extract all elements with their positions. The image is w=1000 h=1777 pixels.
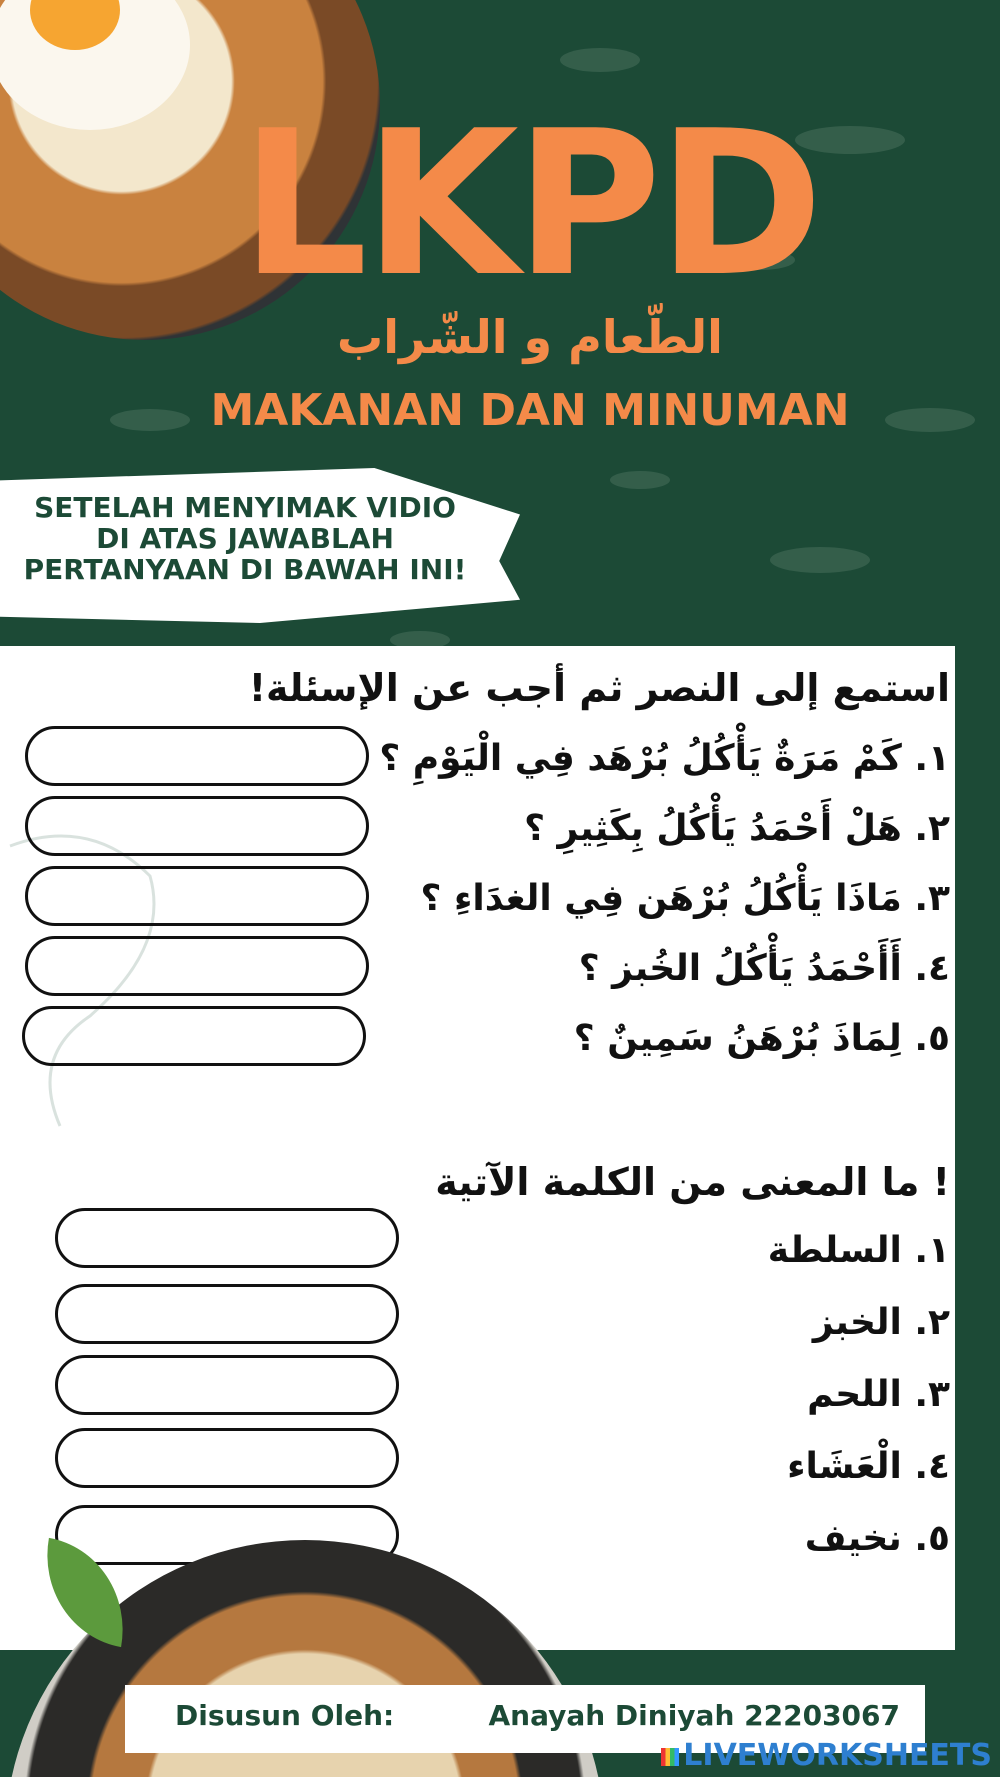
vocab-word-2: ٢. الخبز [812,1302,950,1343]
liveworksheets-watermark[interactable] [661,1738,992,1773]
banner-line: DI ATAS JAWABLAH [96,522,394,555]
section1-instruction: استمع إلى النصر ثم أجب عن الإسئلة! [248,666,950,710]
banner-line: SETELAH MENYIMAK VIDIO [34,491,456,524]
vocab-word-5: ٥. نخيف [804,1518,950,1559]
question-1: ١. كَمْ مَرَةٌ يَأْكُلُ بُرْهَد فِي الْيَوْمِ ؟ [379,738,950,779]
answer-field-5[interactable] [22,1006,366,1066]
meaning-field-1[interactable] [55,1208,399,1268]
meaning-field-3[interactable] [55,1355,399,1415]
answer-field-1[interactable] [25,726,369,786]
vocab-word-3: ٣. اللحم [807,1374,950,1415]
meaning-field-4[interactable] [55,1428,399,1488]
question-2: ٢. هَلْ أَحْمَدُ يَأْكُلُ بِكَثِيرِ ؟ [524,808,950,849]
question-4: ٤. أَأَحْمَدُ يَأْكُلُ الخُبز ؟ [578,948,950,989]
footer-author: Anayah Diniyah 22203067 [488,1699,900,1732]
answer-field-4[interactable] [25,936,369,996]
vocab-word-1: ١. السلطة [767,1230,950,1271]
banner-line: PERTANYAAN DI BAWAH INI! [23,553,467,586]
footer-label: Disusun Oleh: [175,1699,395,1732]
section2-instruction: ! ما المعنى من الكلمة الآتية [435,1160,950,1204]
arabic-title: الطّعام و الشّراب [337,310,723,364]
answer-field-3[interactable] [25,866,369,926]
decorative-sketch [0,796,200,1196]
page-subtitle: MAKANAN DAN MINUMAN [210,385,850,436]
page-title: LKPD [240,88,820,321]
instruction-banner-text [5,492,485,585]
question-3: ٣. مَاذَا يَأْكُلُ بُرْهَن فِي الغدَاءِ ؟ [420,878,950,919]
question-5: ٥. لِمَاذَ بُرْهَنُ سَمِينٌ ؟ [573,1018,950,1059]
watermark-text: LIVEWORKSHEETS [683,1738,992,1773]
vocab-word-4: ٤. الْعَشَاء [787,1446,950,1487]
answer-field-2[interactable] [25,796,369,856]
liveworksheets-logo-icon [661,1748,679,1766]
meaning-field-2[interactable] [55,1284,399,1344]
